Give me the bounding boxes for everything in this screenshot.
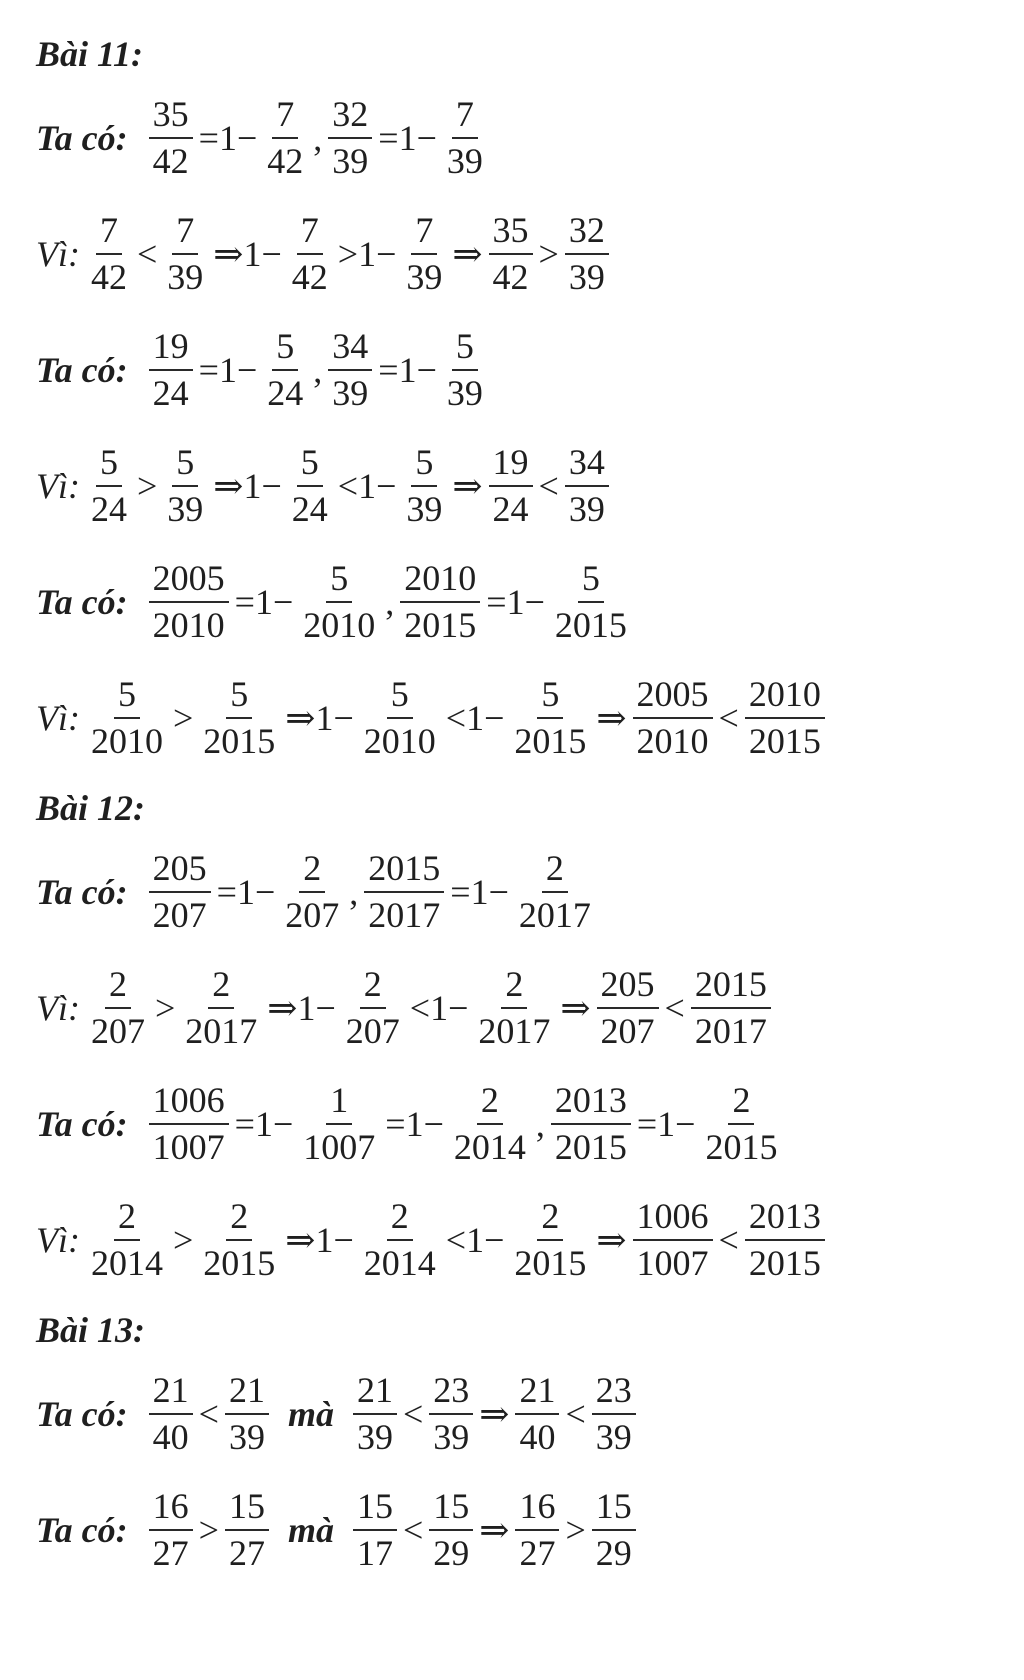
fraction [288,441,332,529]
fraction-numerator: 16 [149,1488,193,1531]
math-line [36,1182,996,1298]
fraction-denominator: 39 [167,256,204,297]
math-operator: > [565,1510,586,1550]
math-operator: ⇒1− [213,466,282,506]
fraction-denominator: 2015 [554,1126,627,1167]
fraction [299,557,379,645]
math-operator: >1− [337,234,397,274]
fraction-denominator: 2015 [514,1242,587,1283]
math-line [36,196,996,312]
math-operator: < [664,988,685,1028]
fraction [87,1195,167,1283]
fraction [263,325,307,413]
math-operator: < [402,1510,424,1550]
fraction-numerator: 32 [328,96,372,139]
fraction [745,1195,825,1283]
fraction [510,673,590,761]
fraction [633,673,713,761]
math-operator: , [535,1104,545,1144]
fraction-denominator: 39 [167,488,204,529]
fraction [691,963,771,1051]
line-lead: Ta có: [36,350,128,390]
fraction-denominator: 42 [267,140,304,181]
fraction-numerator: 34 [565,444,609,487]
fraction-numerator: 2005 [149,560,229,603]
fraction-denominator: 24 [492,488,529,529]
math-operator: > [172,698,194,738]
exercise-heading: Bài 13: [36,1310,146,1350]
fraction-denominator: 29 [595,1532,632,1573]
fraction-denominator: 2015 [203,720,276,761]
fraction-numerator: 35 [149,96,193,139]
math-operator: <1− [445,1220,505,1260]
line-lead: Ta có: [36,1510,128,1550]
math-line [36,1066,996,1182]
fraction-numerator: 5 [537,676,563,719]
fraction-numerator: 5 [387,676,413,719]
fraction [565,441,609,529]
fraction-numerator: 2 [105,966,131,1009]
line-lead: Vì: [36,988,80,1028]
fraction-numerator: 5 [297,444,323,487]
fraction-denominator: 2010 [363,720,436,761]
fraction [281,847,343,935]
fraction-numerator: 32 [565,212,609,255]
fraction [149,557,229,645]
fraction-denominator: 2015 [514,720,587,761]
math-operator: < [718,1220,739,1260]
fraction-numerator: 205 [149,850,211,893]
connector-word: mà [287,1510,334,1550]
fraction [87,209,131,297]
fraction-numerator: 2 [114,1198,140,1241]
math-line [36,660,996,776]
fraction [551,557,631,645]
connector-word: mà [287,1394,334,1434]
fraction [87,673,167,761]
line-lead: Ta có: [36,582,128,622]
line-lead: Vì: [36,1220,80,1260]
solution-document [36,22,996,1588]
math-operator: =1− [378,118,437,158]
fraction-denominator: 207 [600,1010,655,1051]
fraction [402,441,446,529]
fraction-denominator: 39 [433,1416,470,1457]
fraction [199,1195,279,1283]
fraction-numerator: 2013 [745,1198,825,1241]
math-line [36,80,996,196]
fraction-denominator: 2017 [368,894,441,935]
fraction-numerator: 5 [411,444,437,487]
fraction-numerator: 15 [225,1488,269,1531]
fraction-denominator: 2017 [694,1010,767,1051]
fraction-denominator: 2017 [478,1010,551,1051]
fraction-denominator: 2017 [185,1010,258,1051]
line-lead: Ta có: [36,1394,128,1434]
fraction [400,557,480,645]
math-line [36,834,996,950]
math-operator: < [718,698,739,738]
math-operator: < [402,1394,424,1434]
fraction [597,963,659,1051]
math-operator: =1− [234,1104,294,1144]
fraction [515,847,595,935]
fraction-denominator: 207 [345,1010,400,1051]
fraction-numerator: 35 [489,212,533,255]
math-operator: < [198,1394,219,1434]
fraction-numerator: 1006 [149,1082,229,1125]
fraction-numerator: 5 [272,328,298,371]
fraction [360,1195,440,1283]
fraction [328,93,372,181]
fraction-denominator: 2015 [203,1242,276,1283]
fraction-denominator: 24 [267,372,304,413]
fraction-denominator: 207 [285,894,340,935]
fraction [163,441,207,529]
math-operator: ⇒1− [285,698,354,738]
fraction-denominator: 39 [446,140,483,181]
line-lead: Ta có: [36,872,128,912]
fraction [149,1369,193,1457]
fraction-numerator: 1 [326,1082,352,1125]
fraction-denominator: 2010 [636,720,709,761]
fraction-numerator: 2015 [364,850,444,893]
fraction [489,209,533,297]
fraction [149,847,211,935]
fraction-numerator: 16 [515,1488,559,1531]
fraction-denominator: 42 [152,140,189,181]
math-operator: ⇒ [560,988,591,1028]
math-operator: > [538,234,559,274]
fraction [353,1369,397,1457]
fraction-denominator: 42 [291,256,328,297]
fraction-denominator: 2015 [554,604,627,645]
math-line [36,312,996,428]
fraction-denominator: 27 [519,1532,556,1573]
fraction [149,1079,229,1167]
math-operator: ⇒ [452,466,483,506]
fraction [342,963,404,1051]
fraction-denominator: 40 [519,1416,556,1457]
fraction-denominator: 2014 [453,1126,526,1167]
fraction [263,93,307,181]
fraction-numerator: 21 [353,1372,397,1415]
line-lead: Ta có: [36,1104,128,1144]
fraction-numerator: 21 [149,1372,193,1415]
fraction-denominator: 39 [595,1416,632,1457]
math-operator: ⇒ [596,698,627,738]
math-operator: <1− [445,698,505,738]
fraction-numerator: 34 [328,328,372,371]
math-operator: =1− [198,118,258,158]
fraction-numerator: 15 [592,1488,636,1531]
fraction [402,209,446,297]
fraction-numerator: 2010 [745,676,825,719]
fraction-numerator: 5 [226,676,252,719]
math-operator: =1− [450,872,509,912]
fraction [474,963,554,1051]
math-operator: <1− [409,988,469,1028]
fraction [701,1079,781,1167]
fraction-denominator: 2010 [90,720,163,761]
fraction-denominator: 24 [90,488,127,529]
fraction-denominator: 42 [90,256,127,297]
math-operator: =1− [486,582,545,622]
fraction-denominator: 39 [332,372,369,413]
fraction-numerator: 15 [429,1488,473,1531]
math-operator: , [385,582,395,622]
fraction-denominator: 2014 [90,1242,163,1283]
fraction [87,441,131,529]
fraction-numerator: 23 [592,1372,636,1415]
fraction-numerator: 2 [477,1082,503,1125]
fraction-numerator: 21 [225,1372,269,1415]
fraction-denominator: 40 [152,1416,189,1457]
fraction-denominator: 207 [152,894,207,935]
fraction-numerator: 1006 [633,1198,713,1241]
math-line [36,1356,996,1472]
fraction-denominator: 1007 [636,1242,709,1283]
fraction-denominator: 27 [228,1532,265,1573]
math-line [36,428,996,544]
fraction-numerator: 23 [429,1372,473,1415]
fraction [551,1079,631,1167]
fraction [288,209,332,297]
fraction-denominator: 39 [356,1416,393,1457]
fraction-numerator: 2 [226,1198,252,1241]
math-operator: =1− [216,872,276,912]
fraction [364,847,444,935]
fraction-numerator: 2013 [551,1082,631,1125]
math-line [36,950,996,1066]
fraction-denominator: 39 [228,1416,265,1457]
fraction-numerator: 2 [501,966,527,1009]
fraction [328,325,372,413]
fraction-denominator: 24 [152,372,189,413]
fraction [429,1485,473,1573]
fraction-denominator: 2015 [705,1126,778,1167]
fraction [745,673,825,761]
fraction [429,1369,473,1457]
math-operator: =1− [385,1104,444,1144]
fraction [450,1079,530,1167]
fraction-numerator: 7 [452,96,478,139]
fraction [592,1485,636,1573]
math-operator: =1− [378,350,437,390]
math-operator: =1− [234,582,294,622]
exercise-heading: Bài 12: [36,788,146,828]
fraction-numerator: 19 [149,328,193,371]
math-operator: < [538,466,559,506]
fraction-denominator: 2014 [363,1242,436,1283]
fraction-numerator: 2 [537,1198,563,1241]
math-line [36,1472,996,1588]
fraction [181,963,261,1051]
math-operator: =1− [636,1104,696,1144]
math-operator: , [313,118,323,158]
fraction-denominator: 39 [406,488,443,529]
fraction [592,1369,636,1457]
fraction [299,1079,379,1167]
math-operator: <1− [337,466,397,506]
math-operator: ⇒1− [267,988,336,1028]
fraction [163,209,207,297]
math-operator: ⇒ [452,234,483,274]
fraction-denominator: 2010 [303,604,376,645]
fraction [225,1485,269,1573]
fraction-numerator: 2 [387,1198,413,1241]
fraction-numerator: 2005 [633,676,713,719]
fraction-denominator: 27 [152,1532,189,1573]
fraction-numerator: 5 [172,444,198,487]
math-operator: ⇒ [596,1220,627,1260]
math-operator: > [136,466,158,506]
math-operator: < [136,234,158,274]
fraction-denominator: 2015 [404,604,477,645]
fraction [149,325,193,413]
math-operator: , [313,350,323,390]
fraction [199,673,279,761]
exercise-heading: Bài 11: [36,34,144,74]
math-operator: > [172,1220,194,1260]
fraction-denominator: 2017 [518,894,591,935]
fraction-numerator: 7 [172,212,198,255]
math-line [36,544,996,660]
fraction-numerator: 2 [542,850,568,893]
fraction-denominator: 2015 [748,1242,821,1283]
fraction [565,209,609,297]
fraction-numerator: 19 [489,444,533,487]
math-operator: > [198,1510,219,1550]
fraction-numerator: 2 [299,850,325,893]
fraction [633,1195,713,1283]
math-operator: =1− [198,350,258,390]
fraction [149,93,193,181]
fraction-denominator: 1007 [152,1126,225,1167]
math-operator: ⇒1− [285,1220,354,1260]
fraction-denominator: 42 [492,256,529,297]
fraction-denominator: 39 [332,140,369,181]
fraction-denominator: 2015 [748,720,821,761]
fraction [515,1369,559,1457]
fraction-numerator: 5 [452,328,478,371]
line-lead: Vì: [36,698,80,738]
fraction-numerator: 2015 [691,966,771,1009]
line-lead: Vì: [36,466,80,506]
math-operator: < [565,1394,586,1434]
fraction-numerator: 5 [578,560,604,603]
line-lead: Vì: [36,234,80,274]
fraction-denominator: 29 [433,1532,470,1573]
fraction-numerator: 2 [360,966,386,1009]
fraction [443,93,487,181]
fraction-numerator: 15 [353,1488,397,1531]
fraction [353,1485,397,1573]
math-operator: ⇒ [479,1510,510,1550]
fraction [489,441,533,529]
fraction [225,1369,269,1457]
math-operator: ⇒1− [213,234,282,274]
fraction-denominator: 39 [568,256,605,297]
fraction-denominator: 17 [356,1532,393,1573]
fraction [149,1485,193,1573]
fraction-numerator: 7 [272,96,298,139]
fraction-numerator: 205 [597,966,659,1009]
fraction-denominator: 1007 [303,1126,376,1167]
fraction-numerator: 7 [297,212,323,255]
math-operator: ⇒ [479,1394,510,1434]
fraction-numerator: 2 [728,1082,754,1125]
math-operator: , [349,872,359,912]
math-operator: > [154,988,176,1028]
fraction [360,673,440,761]
fraction-numerator: 2 [208,966,234,1009]
fraction-denominator: 2010 [152,604,225,645]
line-lead: Ta có: [36,118,128,158]
fraction [515,1485,559,1573]
fraction-numerator: 7 [96,212,122,255]
fraction [443,325,487,413]
fraction-numerator: 5 [114,676,140,719]
fraction-denominator: 39 [406,256,443,297]
fraction-denominator: 24 [291,488,328,529]
fraction-numerator: 5 [96,444,122,487]
fraction [87,963,149,1051]
fraction-numerator: 2010 [400,560,480,603]
fraction-numerator: 21 [515,1372,559,1415]
fraction-denominator: 207 [90,1010,145,1051]
fraction [510,1195,590,1283]
fraction-numerator: 5 [326,560,352,603]
fraction-denominator: 39 [446,372,483,413]
fraction-numerator: 7 [411,212,437,255]
fraction-denominator: 39 [568,488,605,529]
